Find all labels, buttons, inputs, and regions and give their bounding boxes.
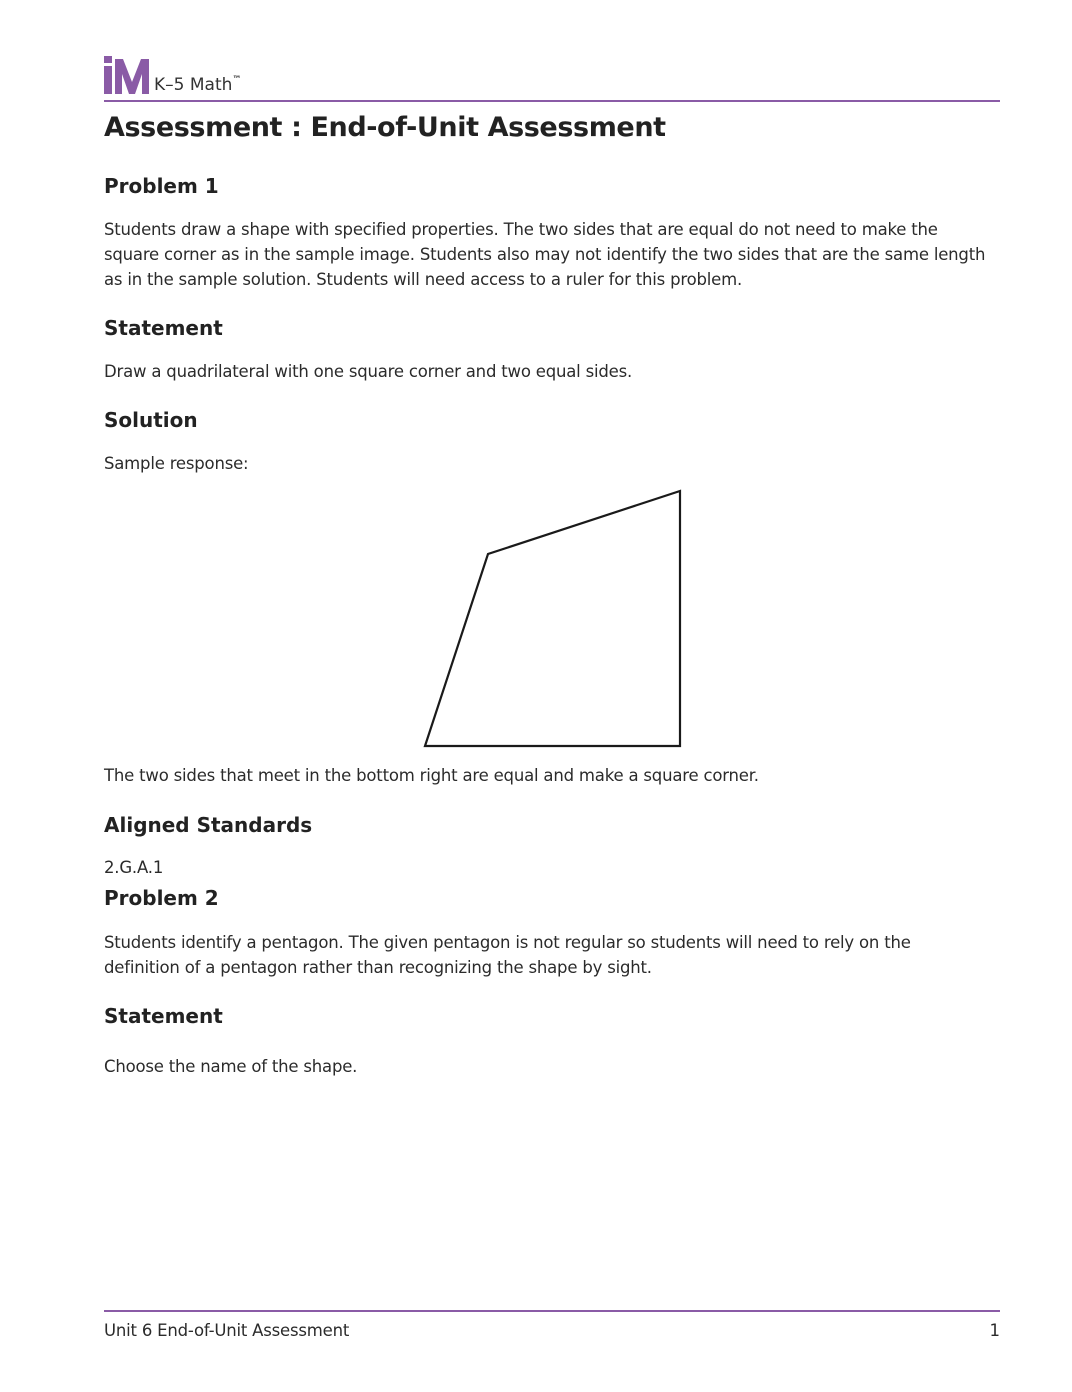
brand-text: [154, 76, 241, 94]
quadrilateral-figure: [422, 488, 684, 750]
intro-line: definition of a pentagon rather than recognizing the shape by sight.: [104, 958, 652, 977]
im-logo-icon: [104, 56, 150, 94]
intro-line: square corner as in the sample image. Students also may not identify the two sides that are the same length: [104, 245, 986, 264]
footer-unit-label: Unit 6 End-of-Unit Assessment: [104, 1321, 350, 1340]
problem-1-statement-text: Draw a quadrilateral with one square corner and two equal sides.: [104, 362, 633, 381]
problem-1-standards-heading: Aligned Standards: [104, 813, 313, 837]
intro-line: Students identify a pentagon. The given pentagon is not regular so students will need to rely on the: [104, 933, 911, 952]
trademark-symbol: ™: [232, 75, 242, 85]
problem-2-intro: [104, 930, 1000, 980]
problem-2-statement-text: Choose the name of the shape.: [104, 1057, 358, 1076]
intro-line: Students draw a shape with specified properties. The two sides that are equal do not need to make the: [104, 220, 938, 239]
page-title: Assessment : End-of-Unit Assessment: [104, 112, 666, 143]
problem-1-solution-heading: Solution: [104, 408, 198, 432]
footer-divider: [104, 1310, 1000, 1312]
brand-logo: [104, 54, 241, 94]
problem-2-statement-heading: Statement: [104, 1004, 223, 1028]
intro-line: as in the sample solution. Students will need access to a ruler for this problem.: [104, 270, 743, 289]
problem-1-intro: [104, 217, 1000, 292]
problem-1-heading: Problem 1: [104, 174, 219, 198]
problem-1-solution-intro: Sample response:: [104, 454, 249, 473]
header-divider: [104, 100, 1000, 102]
problem-1-solution-caption: The two sides that meet in the bottom right are equal and make a square corner.: [104, 766, 759, 785]
document-page: [104, 0, 1000, 1392]
problem-1-standards-value: 2.G.A.1: [104, 858, 164, 877]
brand-name: K–5 Math: [154, 75, 233, 95]
problem-1-statement-heading: Statement: [104, 316, 223, 340]
problem-2-heading: Problem 2: [104, 886, 219, 910]
quadrilateral-shape: [425, 491, 680, 746]
page-number: 1: [989, 1321, 1000, 1340]
